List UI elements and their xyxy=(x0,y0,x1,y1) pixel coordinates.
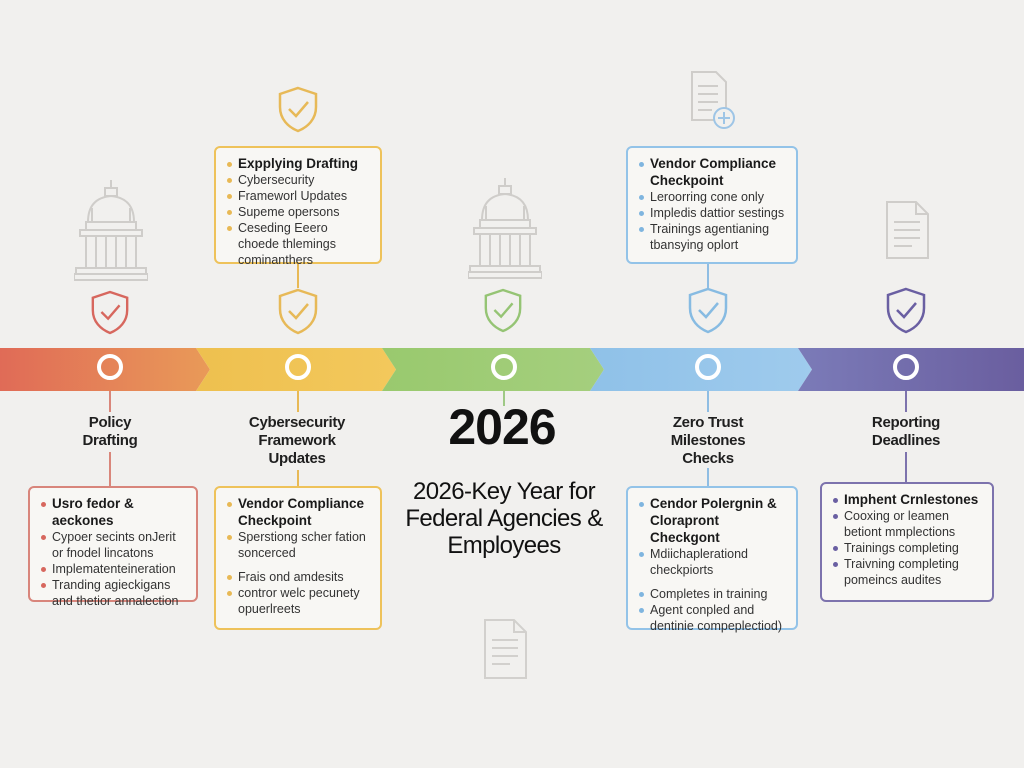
shield-check-icon xyxy=(686,286,730,334)
card-title: Vendor Compliance Checkpoint xyxy=(238,496,365,528)
list-item: Implematenteineration xyxy=(40,561,186,577)
card-title: Expplying Drafting xyxy=(238,156,359,171)
stage-label-policy-drafting: Policy Drafting xyxy=(82,414,138,449)
card-title: Usro fedor & aeckones xyxy=(52,496,134,528)
document-icon xyxy=(482,618,530,680)
top-card-blue xyxy=(626,146,798,264)
list-item: Frameworl Updates xyxy=(226,188,370,204)
stage-label-reporting: Reporting Deadlines xyxy=(871,414,941,449)
capitol-building-icon xyxy=(74,178,148,282)
connector-line xyxy=(707,264,709,288)
connector-line xyxy=(905,452,907,482)
bottom-card-red xyxy=(28,486,198,608)
list-item: Cooxing or leamen betiont mmplections xyxy=(832,508,982,540)
connector-line xyxy=(297,470,299,486)
timeline-node xyxy=(97,354,123,380)
top-card-yellow xyxy=(214,146,382,267)
document-add-icon xyxy=(688,70,740,132)
list-item: Cybersecurity xyxy=(226,172,370,188)
shield-check-icon xyxy=(89,289,131,335)
stage-label-cybersecurity: Cybersecurity Framework Updates xyxy=(248,414,346,467)
shield-check-icon xyxy=(276,287,320,335)
list-item: Frais ond amdesits xyxy=(226,569,370,585)
shield-check-icon xyxy=(482,287,524,333)
bottom-card-yellow xyxy=(214,486,382,630)
list-item: Traivning completing pomeincs audites xyxy=(832,556,982,588)
capitol-building-icon xyxy=(468,176,542,280)
list-item: Impledis dattior sestings xyxy=(638,205,786,221)
list-item: Ceseding Eeero choede thlemings cominanthers xyxy=(226,220,370,268)
shield-check-icon xyxy=(276,85,320,133)
timeline-node xyxy=(695,354,721,380)
list-item: Sperstiong scher fation soncerced xyxy=(226,529,370,561)
bottom-card-purple xyxy=(820,482,994,602)
card-title: Cendor Polergnin & Clorapront Checkgont xyxy=(650,496,777,545)
list-item: Completes in training xyxy=(638,586,786,602)
list-item: Trainings agentianing tbansying oplort xyxy=(638,221,786,253)
list-item: Leroorring cone only xyxy=(638,189,786,205)
card-title: Imphent Crnlestones xyxy=(844,492,979,507)
stage-label-zero-trust: Zero Trust Milestones Checks xyxy=(670,414,746,467)
connector-line xyxy=(109,452,111,486)
document-icon xyxy=(884,200,932,260)
bottom-card-blue xyxy=(626,486,798,633)
list-item: Trainings completing xyxy=(832,540,982,556)
list-item: Cypoer secints onJerit or fnodel lincatons xyxy=(40,529,186,561)
page-title: 2026-Key Year for Federal Agencies & Employees xyxy=(405,478,603,559)
list-item: Supeme opersons xyxy=(226,204,370,220)
card-title: Vendor Compliance Checkpoint xyxy=(650,156,777,188)
connector-line xyxy=(707,468,709,486)
timeline-node xyxy=(491,354,517,380)
year-heading: 2026 xyxy=(448,399,556,455)
list-item: Agent conpled and dentinie compeplectiod) xyxy=(638,602,786,634)
list-item: Tranding agieckigans and thetior annalection xyxy=(40,577,186,609)
list-item: Mdiichaplerationd checkpiorts xyxy=(638,546,786,578)
list-item: contror welc pecunety opuerlreets xyxy=(226,585,370,617)
timeline-node xyxy=(893,354,919,380)
shield-check-icon xyxy=(884,286,928,334)
timeline-node xyxy=(285,354,311,380)
